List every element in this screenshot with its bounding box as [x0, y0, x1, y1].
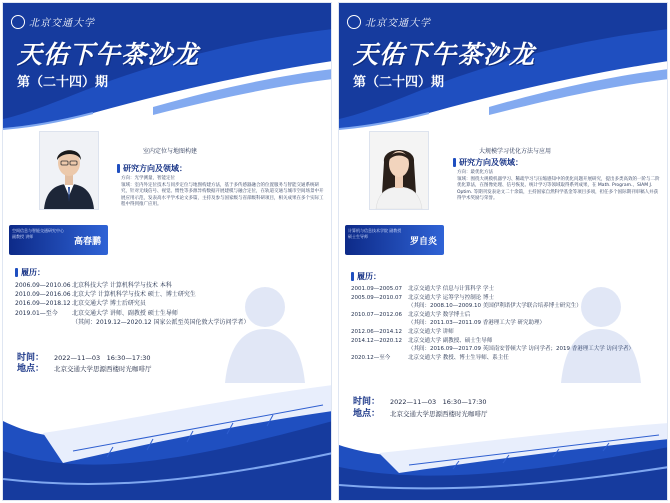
poster-right: [338, 2, 668, 501]
history-item: 2014.12—2020.12 北京交通大学 副教授、硕士生导师: [351, 337, 493, 344]
history-item: 2019.01—至今 北京交通大学 讲师、副教授 硕士生导师: [15, 309, 178, 317]
university-logo: [11, 14, 95, 29]
history-item: 2012.06—2014.12 北京交通大学 讲师: [351, 328, 454, 335]
event-place: [17, 361, 152, 374]
talk-title: 大规模学习优化方法与应用: [479, 148, 552, 155]
research-direction: 方向：光学测量，智能定位: [121, 176, 175, 181]
issue-number: 第（二十四）期: [17, 75, 109, 90]
university-logo: [347, 14, 431, 29]
history-item: （其间：2019.12—2020.12 国家公派至英国伦敦大学访问学者）: [72, 318, 250, 326]
heading-bar-icon: [351, 272, 354, 281]
university-name: 北京交通大学: [365, 18, 431, 29]
train-footer-graphic: [339, 421, 668, 501]
seal-icon: [11, 15, 25, 29]
history-item: （其间：2016.09—2017.09 英国南安普顿大学 访问学者；2019 香港理工大学 访问学者）: [408, 346, 634, 353]
poster-left: [2, 2, 332, 501]
history-item: 2016.09—2018.12 北京交通大学 博士后研究员: [15, 300, 146, 308]
time-value: 2022—11—03 16:30—17:30: [390, 398, 487, 406]
speaker-role: 空间信息与智能交通研究中心 副教授 讲师: [12, 228, 64, 239]
university-name: 北京交通大学: [29, 18, 95, 29]
speaker-photo: [39, 131, 99, 210]
history-heading: 履历：: [15, 267, 45, 278]
seal-icon: [347, 15, 361, 29]
speaker-role: 计算机与信息技术学院 副教授 硕士生导师: [348, 228, 402, 239]
research-text: [457, 170, 662, 203]
heading-bar-icon: [453, 158, 456, 167]
speaker-name-bar: [9, 225, 108, 255]
research-field: 领域：室内外定位技术与同步定位与地图构建方法，基于多传感器融合的位置服务与智能交通系统研究，针对无线信号、视觉、惯性等多源异构数据开展建模与融合定位，在轨道交通与城市空间场景中开展应用示范，发表高水平学术论文多篇，主持及参与国家级与省部级科研项目，相关成果在多个实际工程中得到推广应用。: [121, 182, 324, 208]
research-text: [121, 176, 326, 209]
statue-watermark-icon: [541, 273, 661, 383]
research-heading: 研究方向及领域：: [117, 163, 187, 174]
train-footer-graphic: [3, 381, 332, 501]
poster-title: 天佑下午茶沙龙: [353, 40, 536, 69]
event-place: [353, 406, 488, 419]
history-item: （其间：2011.03—2011.09 香港理工大学 研究助理）: [408, 320, 545, 327]
research-direction: 方向：最优化方法: [457, 170, 493, 175]
history-item: （其间：2008.10—2009.10 美国伊利诺伊大学联合培养博士研究生）: [408, 303, 582, 310]
history-heading: 履历：: [351, 271, 381, 282]
speaker-name-bar: [345, 225, 444, 255]
issue-number: 第（二十四）期: [353, 75, 445, 90]
history-item: 2010.09—2016.06 北京大学 计算机科学与技术 硕士、博士研究生: [15, 291, 196, 299]
time-label: 时间：: [17, 353, 45, 363]
speaker-photo: [369, 131, 429, 210]
research-field: 领域：围绕大规模机器学习、稀疏学习与压缩感知中的优化问题开展研究，提出多类高效的一阶与二阶优化算法，在图像处理、信号恢复、统计学习等领域取得系列成果，在 Math. Program.、SIAM J. Optim. 等期刊发表论文二十余篇，主持国家自然科学基金等项目多项，担任多个国际期刊审稿人并获得学术奖励与荣誉。: [457, 176, 660, 202]
statue-watermark-icon: [205, 273, 325, 383]
history-item: 2001.09—2005.07 北京交通大学 信息与计算科学 学士: [351, 286, 494, 292]
talk-title: 室内定位与地图构建: [143, 148, 198, 155]
heading-bar-icon: [117, 164, 120, 173]
history-item: 2006.09—2010.06 北京科技大学 计算机科学与技术 本科: [15, 282, 172, 289]
place-label: 地点：: [353, 409, 381, 419]
history-item: 2010.07—2012.06 北京交通大学 数学博士后: [351, 311, 471, 318]
speaker-name: 罗自炎: [409, 237, 437, 247]
history-item: 2005.09—2010.07 北京交通大学 运筹学与控制论 博士: [351, 294, 494, 301]
poster-title: 天佑下午茶沙龙: [17, 40, 200, 69]
history-item: 2020.12—至今 北京交通大学 教授、博士生导师、系主任: [351, 354, 509, 361]
speaker-name: 高春鹏: [73, 237, 101, 247]
time-label: 时间：: [353, 397, 381, 407]
place-value: 北京交通大学思源西楼时光咖啡厅: [390, 410, 488, 418]
research-heading: 研究方向及领域：: [453, 157, 523, 168]
heading-bar-icon: [15, 268, 18, 277]
time-value: 2022—11—03 16:30—17:30: [54, 354, 151, 362]
place-label: 地点：: [17, 364, 45, 374]
place-value: 北京交通大学思源西楼时光咖啡厅: [54, 365, 152, 373]
